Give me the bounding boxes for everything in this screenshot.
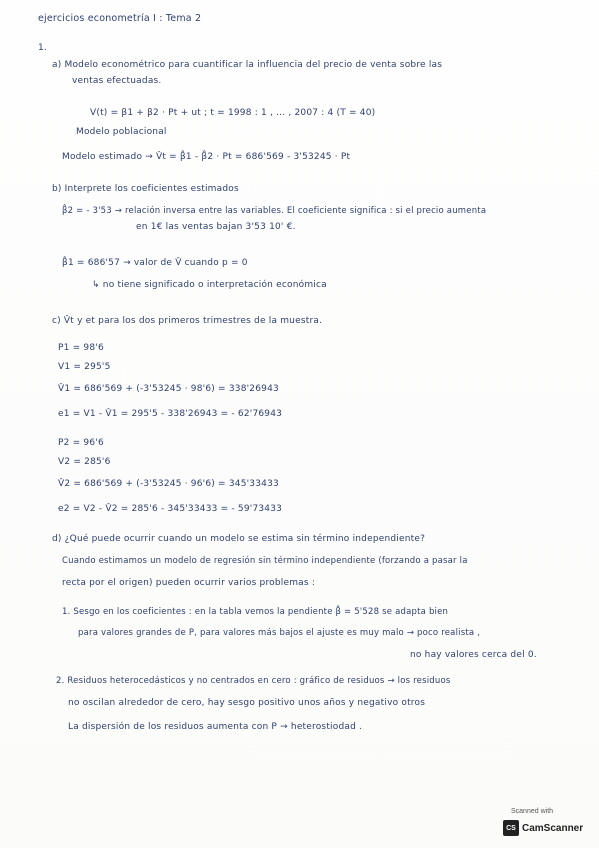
b2-interpretation-2: en 1€ las ventas bajan 3'53 10' €.	[136, 222, 296, 232]
camscanner-watermark	[503, 808, 589, 838]
part-b-label: b) Interprete los coeficientes estimados	[52, 184, 239, 194]
question-number: 1.	[38, 43, 47, 53]
population-model-note: Modelo poblacional	[76, 127, 167, 137]
problem-2-line-1: 2. Residuos heterocedásticos y no centrados en cero : gráfico de residuos → los residuos	[56, 676, 451, 686]
problem-1-line-3: no hay valores cerca del 0.	[410, 650, 537, 660]
p2-value: P2 = 96'6	[58, 438, 104, 448]
v1-fitted: V̂1 = 686'569 + (-3'53245 · 98'6) = 338'26943	[58, 384, 279, 394]
problem-1-line-2: para valores grandes de P, para valores más bajos el ajuste es muy malo → poco realista ,	[78, 628, 481, 638]
population-model: V(t) = β1 + β2 · Pt + ut ; t = 1998 : 1 , ... , 2007 : 4 (T = 40)	[90, 108, 376, 118]
b2-interpretation-1: β̂2 = - 3'53 → relación inversa entre las variables. El coeficiente significa : si el precio aumenta	[62, 206, 487, 216]
camscanner-icon: CS	[503, 820, 519, 836]
scanner-logo	[503, 820, 589, 836]
part-a-label: a) Modelo econométrico para cuantificar la influencia del precio de venta sobre las	[52, 60, 443, 70]
part-a-label-cont: ventas efectuadas.	[72, 76, 162, 86]
part-d-intro-2: recta por el origen) pueden ocurrir varios problemas :	[62, 578, 316, 588]
part-c-label: c) V̂t y et para los dos primeros trimestres de la muestra.	[52, 316, 323, 326]
e1-residual: e1 = V1 - V̂1 = 295'5 - 338'26943 = - 62'76943	[58, 409, 283, 419]
p1-value: P1 = 98'6	[58, 343, 104, 353]
b1-interpretation-1: β̂1 = 686'57 → valor de V̂ cuando p = 0	[62, 258, 248, 268]
b1-interpretation-2: ↳ no tiene significado o interpretación económica	[92, 280, 327, 290]
v2-fitted: V̂2 = 686'569 + (-3'53245 · 96'6) = 345'33433	[58, 479, 279, 489]
part-d-intro-1: Cuando estimamos un modelo de regresión sin término independiente (forzando a pasar la	[62, 556, 468, 566]
page-title: ejercicios econometría I : Tema 2	[38, 13, 202, 24]
e2-residual: e2 = V2 - V̂2 = 285'6 - 345'33433 = - 59'73433	[58, 504, 283, 514]
scanner-caption: Scanned with	[511, 808, 554, 815]
v2-value: V2 = 285'6	[58, 457, 111, 467]
problem-2-line-3: La dispersión de los residuos aumenta con P → heterostiodad .	[68, 722, 363, 732]
problem-1-line-1: 1. Sesgo en los coeficientes : en la tabla vemos la pendiente β̂ = 5'528 se adapta bien	[62, 607, 449, 617]
estimated-model: Modelo estimado → V̂t = β̂1 - β̂2 · Pt = 686'569 - 3'53245 · Pt	[62, 152, 351, 162]
v1-value: V1 = 295'5	[58, 362, 111, 372]
problem-2-line-2: no oscilan alrededor de cero, hay sesgo positivo unos años y negativo otros	[68, 698, 426, 708]
scanner-brand: CamScanner	[522, 822, 584, 834]
part-d-label: d) ¿Qué puede ocurrir cuando un modelo se estima sin término independiente?	[52, 534, 426, 544]
